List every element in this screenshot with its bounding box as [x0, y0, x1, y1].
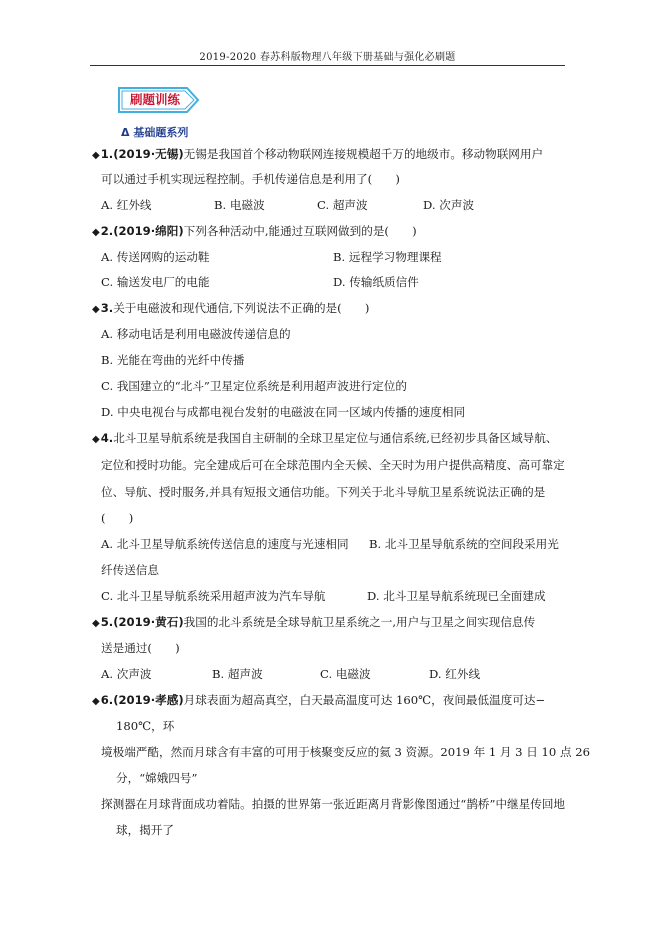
question-5-line-2: 送是通过( ) [101, 641, 180, 655]
option-d[interactable]: D. 次声波 [423, 198, 475, 212]
question-2-line-1 [92, 223, 417, 241]
option-a[interactable]: A. 北斗卫星导航系统传送信息的速度与光速相同 [101, 537, 349, 551]
option-b[interactable]: B. 北斗卫星导航系统的空间段采用光 [369, 537, 559, 551]
question-4-line-3: 位、导航、授时服务,并具有短报文通信功能。下列关于北斗导航卫星系统说法正确的是 [101, 485, 546, 499]
option-c[interactable]: C. 我国建立的“北斗”卫星定位系统是利用超声波进行定位的 [101, 379, 407, 393]
diamond-bullet-icon: ◆ [92, 618, 100, 629]
question-text: 下列各种活动中,能通过互联网做到的是( ) [183, 224, 417, 238]
option-c[interactable]: C. 电磁波 [320, 667, 371, 681]
question-6-line-6: 球，揭开了 [116, 823, 174, 837]
question-6-line-4: 分，“嫦娥四号” [116, 771, 198, 785]
section-badge [117, 86, 201, 114]
series-heading: Δ 基础题系列 [121, 126, 189, 139]
option-b-continued: 纤传送信息 [101, 563, 159, 577]
diamond-bullet-icon: ◆ [92, 696, 100, 707]
question-text: 北斗卫星导航系统是我国自主研制的全球卫星定位与通信系统,已经初步具备区域导航、 [113, 431, 558, 445]
diamond-bullet-icon: ◆ [92, 304, 100, 315]
question-4-line-2: 定位和授时功能。完全建成后可在全球范围内全天候、全天时为用户提供高精度、高可靠定 [101, 458, 565, 472]
question-source: (2019·无锡) [113, 147, 184, 161]
question-3-line-1 [92, 300, 369, 318]
option-a[interactable]: A. 红外线 [101, 198, 152, 212]
question-text: 关于电磁波和现代通信,下列说法不正确的是( ) [113, 301, 370, 315]
question-4-line-1 [92, 430, 557, 448]
question-6-line-3: 境极端严酷，然而月球含有丰富的可用于核聚变反应的氦 3 资源。2019 年 1 月 3 日 10 点 26 [101, 745, 590, 759]
page-header: 2019-2020 春苏科版物理八年级下册基础与强化必刷题 [90, 48, 565, 66]
option-a[interactable]: A. 次声波 [101, 667, 152, 681]
option-d[interactable]: D. 红外线 [429, 667, 481, 681]
question-1-line-2: 可以通过手机实现远程控制。手机传递信息是利用了( ) [101, 172, 400, 186]
question-4-line-4: ( ) [101, 511, 134, 525]
question-6-line-5: 探测器在月球背面成功着陆。拍摄的世界第一张近距离月背影像图通过“鹊桥”中继星传回地 [101, 797, 566, 811]
question-source: (2019·黄石) [113, 615, 184, 629]
option-b[interactable]: B. 光能在弯曲的光纤中传播 [101, 353, 245, 367]
option-c[interactable]: C. 输送发电厂的电能 [101, 275, 210, 289]
option-b[interactable]: B. 远程学习物理课程 [333, 250, 442, 264]
option-a[interactable]: A. 移动电话是利用电磁波传递信息的 [101, 327, 291, 341]
diamond-bullet-icon: ◆ [92, 150, 100, 161]
question-source: (2019·孝感) [113, 693, 184, 707]
question-text: 我国的北斗系统是全球导航卫星系统之一,用户与卫星之间实现信息传 [183, 615, 536, 629]
question-source: (2019·绵阳) [113, 224, 184, 238]
option-d[interactable]: D. 传输纸质信件 [333, 275, 419, 289]
question-number: 1. [100, 147, 114, 161]
diamond-bullet-icon: ◆ [92, 434, 100, 445]
option-c[interactable]: C. 北斗卫星导航系统采用超声波为汽车导航 [101, 589, 326, 603]
question-text: 月球表面为超高真空，白天最高温度可达 160℃，夜间最低温度可达− [183, 693, 546, 707]
question-number: 2. [100, 224, 114, 238]
question-5-line-1 [92, 614, 535, 632]
diamond-bullet-icon: ◆ [92, 227, 100, 238]
question-text: 无锡是我国首个移动物联网连接规模超千万的地级市。移动物联网用户 [183, 147, 544, 161]
question-number: 6. [100, 693, 114, 707]
question-number: 4. [100, 431, 114, 445]
option-a[interactable]: A. 传送网购的运动鞋 [101, 250, 210, 264]
option-b[interactable]: B. 电磁波 [214, 198, 265, 212]
question-number: 3. [100, 301, 114, 315]
question-6-line-1 [92, 692, 545, 710]
option-b[interactable]: B. 超声波 [212, 667, 263, 681]
option-d[interactable]: D. 北斗卫星导航系统现已全面建成 [367, 589, 546, 603]
option-d[interactable]: D. 中央电视台与成都电视台发射的电磁波在同一区域内传播的速度相同 [101, 405, 466, 419]
question-1-line-1 [92, 146, 543, 164]
badge-label: 刷题训练 [129, 92, 180, 107]
question-number: 5. [100, 615, 114, 629]
question-6-line-2: 180℃，环 [116, 719, 175, 733]
option-c[interactable]: C. 超声波 [317, 198, 368, 212]
